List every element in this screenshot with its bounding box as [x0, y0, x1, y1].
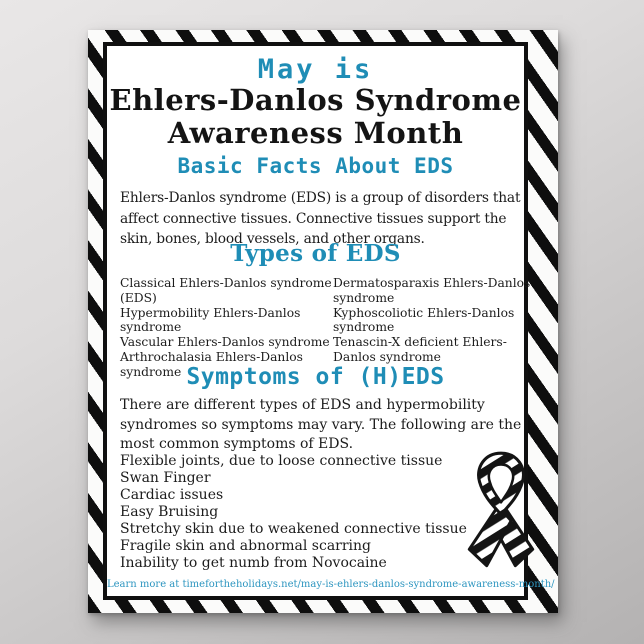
type-item-line: syndrome [333, 290, 395, 305]
paragraph-line: syndromes so symptoms may vary. The following are the [120, 416, 522, 433]
type-item-line: Kyphoscoliotic Ehlers-Danlos [333, 305, 515, 320]
types-right-column [333, 276, 530, 365]
type-item-line: Tenascin-X deficient Ehlers- [333, 335, 507, 350]
type-item-line: Classical Ehlers-Danlos syndrome [120, 276, 332, 290]
symptoms-list [120, 453, 467, 572]
eds-awareness-poster [88, 30, 558, 613]
title-prefix: May is [257, 54, 374, 85]
paragraph-line: There are different types of EDS and hypermobility [120, 397, 485, 413]
symptom-item: Stretchy skin due to weakened connective tissue [120, 521, 467, 537]
poster-content-panel [103, 42, 555, 600]
symptom-item: Inability to get numb from Novocaine [120, 555, 387, 571]
type-item-line: (EDS) [120, 290, 157, 305]
type-item-line: Danlos syndrome [333, 349, 441, 364]
footer-link: Learn more at timefortheholidays.net/may-is-ehlers-danlos-syndrome-awareness-month/ [107, 579, 555, 590]
types-heading: Types of EDS [230, 240, 401, 267]
poster-title-line1: Ehlers-Danlos Syndrome [109, 83, 522, 117]
symptom-item: Fragile skin and abnormal scarring [120, 538, 372, 554]
paragraph-line: skin, bones, blood vessels, and other organs. [120, 231, 425, 247]
symptom-item: Easy Bruising [120, 504, 219, 520]
zebra-awareness-ribbon-icon [455, 448, 547, 578]
paragraph-line: affect connective tissues. Connective tissues support the [120, 210, 507, 227]
paragraph-line: Ehlers-Danlos syndrome (EDS) is a group of disorders that [120, 190, 521, 206]
symptom-item: Flexible joints, due to loose connective tissue [120, 453, 443, 469]
type-item-line: Dermatosparaxis Ehlers-Danlos [333, 276, 531, 290]
type-item-line: Hypermobility Ehlers-Danlos [120, 305, 301, 320]
poster-title [107, 84, 524, 150]
type-item-line: Vascular Ehlers-Danlos syndrome [120, 335, 330, 350]
poster-title-line2: Awareness Month [167, 116, 464, 150]
symptom-item: Swan Finger [120, 470, 211, 486]
symptoms-heading: Symptoms of (H)EDS [186, 364, 445, 390]
symptom-item: Cardiac issues [120, 487, 224, 503]
type-item-line: syndrome [333, 320, 395, 335]
type-item-line: syndrome [120, 320, 182, 335]
type-item-line: Arthrochalasia Ehlers-Danlos [120, 349, 303, 364]
symptoms-intro-paragraph [120, 396, 521, 455]
type-item-line: syndrome [120, 364, 182, 379]
basic-facts-heading: Basic Facts About EDS [177, 154, 454, 178]
paragraph-line: most common symptoms of EDS. [120, 436, 354, 452]
